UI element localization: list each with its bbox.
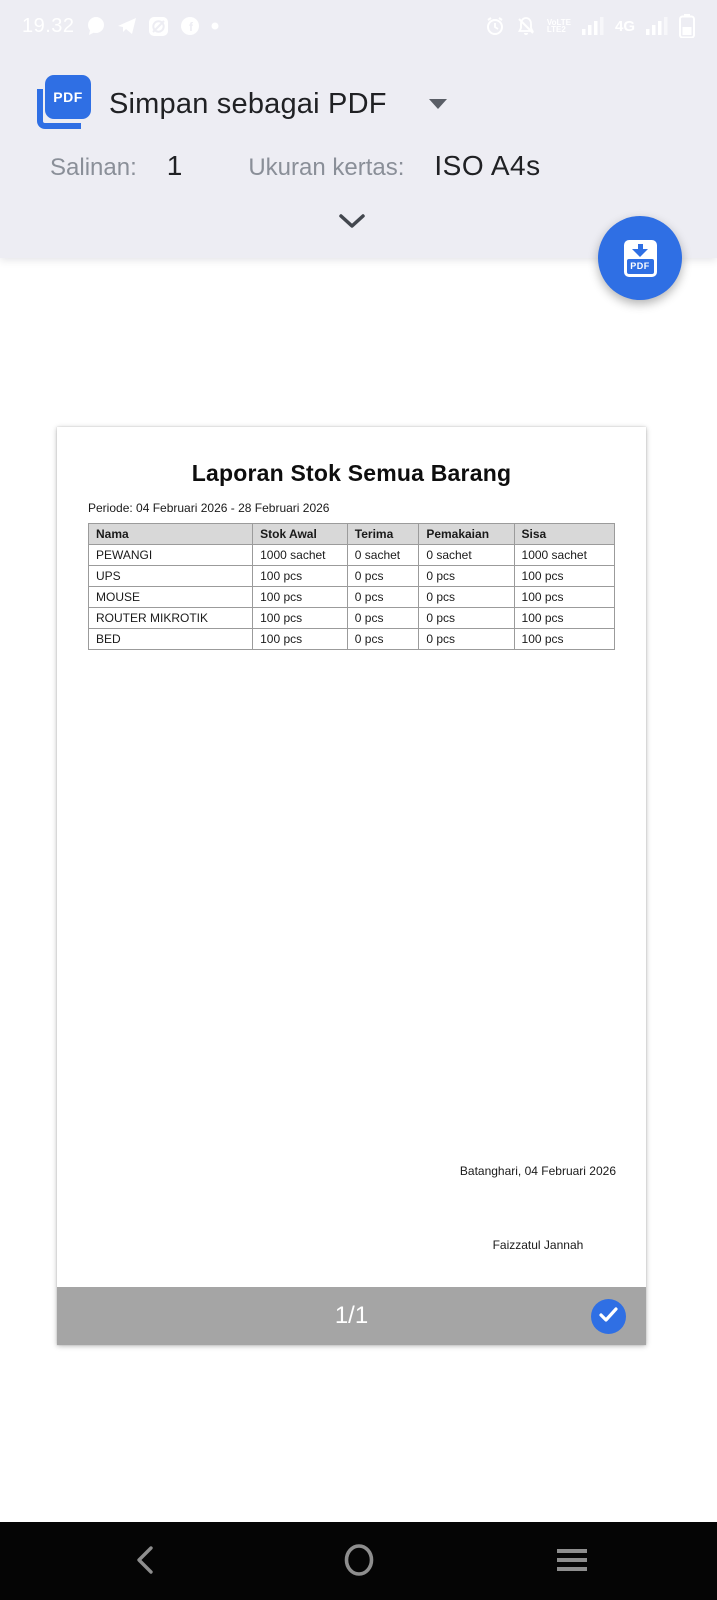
page-indicator: 1/1 bbox=[334, 1302, 369, 1329]
table-cell: 1000 sachet bbox=[253, 545, 348, 566]
table-cell: 0 sachet bbox=[419, 545, 514, 566]
table-row bbox=[89, 587, 615, 608]
table-cell: UPS bbox=[89, 566, 253, 587]
home-circle-icon bbox=[343, 1543, 375, 1580]
table-cell: 0 pcs bbox=[347, 629, 419, 650]
message-icon bbox=[86, 16, 106, 36]
signal-strength-icon-sim1 bbox=[582, 17, 604, 35]
table-cell: 100 pcs bbox=[514, 608, 614, 629]
network-type-badge: 4G bbox=[614, 17, 635, 35]
nav-home-button[interactable] bbox=[324, 1531, 394, 1591]
table-cell: 1000 sachet bbox=[514, 545, 614, 566]
notifications-off-icon bbox=[516, 16, 536, 36]
table-cell: MOUSE bbox=[89, 587, 253, 608]
chevron-down-icon bbox=[337, 212, 367, 235]
column-header-terima: Terima bbox=[347, 524, 419, 545]
table-cell: 0 pcs bbox=[347, 608, 419, 629]
table-cell: 100 pcs bbox=[253, 566, 348, 587]
pdf-download-icon: PDF bbox=[624, 240, 657, 277]
printer-destination-selector[interactable] bbox=[33, 72, 717, 136]
signature-place-date: Batanghari, 04 Februari 2026 bbox=[459, 1164, 616, 1178]
table-cell: 100 pcs bbox=[514, 629, 614, 650]
table-row bbox=[89, 629, 615, 650]
table-cell: 0 pcs bbox=[419, 587, 514, 608]
nav-back-button[interactable] bbox=[110, 1531, 180, 1591]
destination-title: Simpan sebagai PDF bbox=[109, 87, 387, 120]
browser-app-icon bbox=[148, 16, 169, 37]
table-cell: 100 pcs bbox=[253, 587, 348, 608]
save-as-pdf-icon: PDF bbox=[33, 73, 99, 135]
facebook-icon bbox=[180, 16, 200, 36]
table-cell: 0 pcs bbox=[347, 566, 419, 587]
page-selected-check-button[interactable] bbox=[591, 1299, 626, 1334]
table-header-row bbox=[89, 524, 615, 545]
table-cell: 0 pcs bbox=[419, 566, 514, 587]
notification-dot-icon bbox=[211, 22, 219, 30]
nav-recents-button[interactable] bbox=[537, 1531, 607, 1591]
volte-indicator: VoLTE LTE2 bbox=[546, 18, 571, 34]
table-cell: 0 sachet bbox=[347, 545, 419, 566]
table-cell: 0 pcs bbox=[419, 608, 514, 629]
telegram-icon bbox=[117, 16, 137, 36]
signal-strength-icon-sim2 bbox=[646, 17, 668, 35]
table-cell: 100 pcs bbox=[253, 629, 348, 650]
table-row bbox=[89, 545, 615, 566]
document-period: Periode: 04 Februari 2026 - 28 Februari 2026 bbox=[88, 501, 330, 515]
android-navigation-bar bbox=[0, 1522, 717, 1600]
table-cell: 0 pcs bbox=[347, 587, 419, 608]
menu-hamburger-icon bbox=[557, 1548, 587, 1575]
signature-name: Faizzatul Jannah bbox=[492, 1238, 584, 1252]
expand-options-button[interactable] bbox=[325, 205, 379, 241]
status-bar bbox=[0, 0, 717, 52]
checkmark-icon bbox=[599, 1307, 618, 1327]
table-cell: 100 pcs bbox=[253, 608, 348, 629]
table-cell: 100 pcs bbox=[514, 587, 614, 608]
column-header-sisa: Sisa bbox=[514, 524, 614, 545]
signature-block bbox=[460, 1164, 616, 1252]
table-cell: 0 pcs bbox=[419, 629, 514, 650]
table-row bbox=[89, 566, 615, 587]
table-cell: ROUTER MIKROTIK bbox=[89, 608, 253, 629]
save-pdf-fab-button[interactable] bbox=[598, 216, 682, 300]
svg-text:f: f bbox=[188, 20, 193, 34]
document-preview-page[interactable] bbox=[57, 427, 646, 1345]
print-header-panel bbox=[0, 0, 717, 258]
clock: 19.32 bbox=[22, 14, 75, 37]
table-row bbox=[89, 608, 615, 629]
document-title: Laporan Stok Semua Barang bbox=[191, 460, 512, 486]
page-indicator-bar bbox=[57, 1287, 646, 1345]
table-cell: PEWANGI bbox=[89, 545, 253, 566]
table-cell: 100 pcs bbox=[514, 566, 614, 587]
column-header-pemakaian: Pemakaian bbox=[419, 524, 514, 545]
stock-table bbox=[88, 523, 615, 650]
column-header-nama: Nama bbox=[89, 524, 253, 545]
column-header-stok-awal: Stok Awal bbox=[253, 524, 348, 545]
table-cell: BED bbox=[89, 629, 253, 650]
battery-icon bbox=[679, 14, 695, 38]
paper-size-value: ISO A4s bbox=[434, 150, 541, 181]
paper-size-label: Ukuran kertas: bbox=[248, 154, 405, 181]
copies-value: 1 bbox=[166, 150, 183, 181]
copies-option[interactable] bbox=[50, 150, 182, 182]
copies-label: Salinan: bbox=[50, 154, 137, 181]
dropdown-caret-icon bbox=[429, 99, 447, 109]
back-chevron-icon bbox=[135, 1545, 155, 1578]
paper-size-option[interactable] bbox=[248, 150, 540, 182]
alarm-icon bbox=[485, 16, 505, 36]
print-options-row bbox=[50, 150, 717, 182]
